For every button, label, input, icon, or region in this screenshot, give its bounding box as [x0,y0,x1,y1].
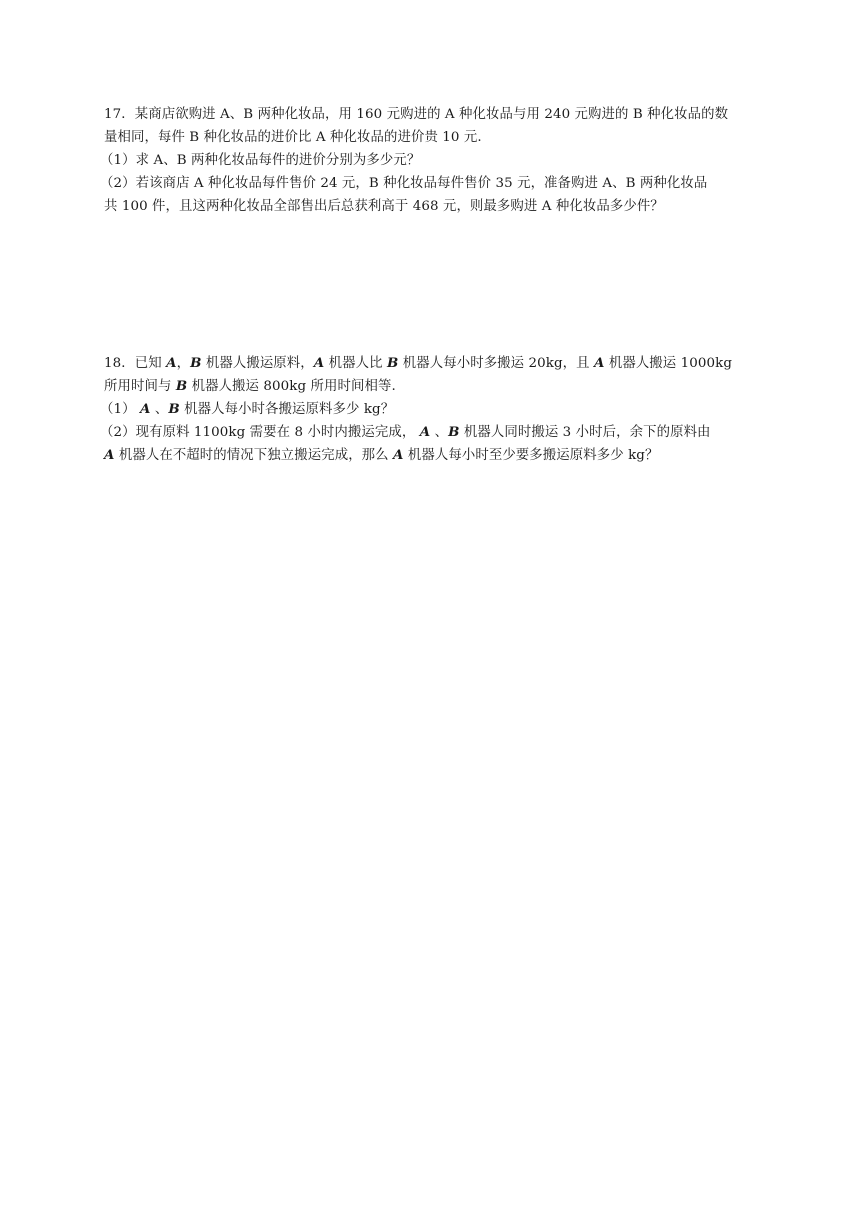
text: 机器人每小时至少要多搬运原料多少 kg？ [403,448,659,463]
variable-a: A [393,447,404,463]
problem-18-part-1 [100,398,764,421]
text: 机器人搬运 800kg 所用时间相等. [187,379,396,394]
text: 机器人每小时各搬运原料多少 kg？ [179,402,395,417]
text: 机器人搬运原料， [201,356,314,371]
variable-b: B [168,401,180,417]
text: 机器人每小时多搬运 20kg，且 [398,356,594,371]
text: 机器人比 [324,356,387,371]
variable-b: B [175,378,188,394]
text: 、 [430,425,449,440]
text: 18．已知 [104,356,167,371]
problem-18-line-1 [104,352,764,375]
text: ， [176,356,191,371]
problem-18-part-2-line-1 [100,421,764,444]
text: 机器人在不超时的情况下独立搬运完成，那么 [114,448,394,463]
text: （2）现有原料 1100kg 需要在 8 小时内搬运完成， [100,425,420,440]
variable-a: A [104,447,115,463]
variable-b: B [190,355,202,371]
problem-17-part-2-line-1: （2）若该商店 A 种化妆品每件售价 24 元，B 种化妆品每件售价 35 元，准备购进 A、B 两种化妆品 [100,176,708,191]
variable-a: A [313,355,325,371]
variable-b: B [386,355,399,371]
variable-b: B [448,424,460,440]
problem-17-part-1: （1）求 A、B 两种化妆品每件的进价分别为多少元？ [100,153,421,168]
problem-17-part-2-line-2: 共 100 件，且这两种化妆品全部售出后总获利高于 468 元，则最多购进 A 种化妆品多少件？ [104,199,664,214]
variable-a: A [593,355,605,371]
text: 机器人搬运 1000kg [604,356,733,371]
text: 所用时间与 [104,379,176,394]
problem-18-line-2 [104,375,764,398]
variable-a: A [166,355,177,371]
text: 机器人同时搬运 3 小时后，余下的原料由 [459,425,711,440]
variable-a: A [139,401,151,417]
problem-17-line-1: 17．某商店欲购进 A、B 两种化妆品，用 160 元购进的 A 种化妆品与用 240 元购进的 B 种化妆品的数 [104,107,729,122]
problem-18 [100,352,764,467]
problem-17 [100,103,764,218]
text: 、 [150,402,169,417]
problem-17-line-2: 量相同，每件 B 种化妆品的进价比 A 种化妆品的进价贵 10 元. [104,130,482,145]
problem-18-part-2-line-2 [104,444,764,467]
variable-a: A [419,424,431,440]
text: （1） [100,402,140,417]
